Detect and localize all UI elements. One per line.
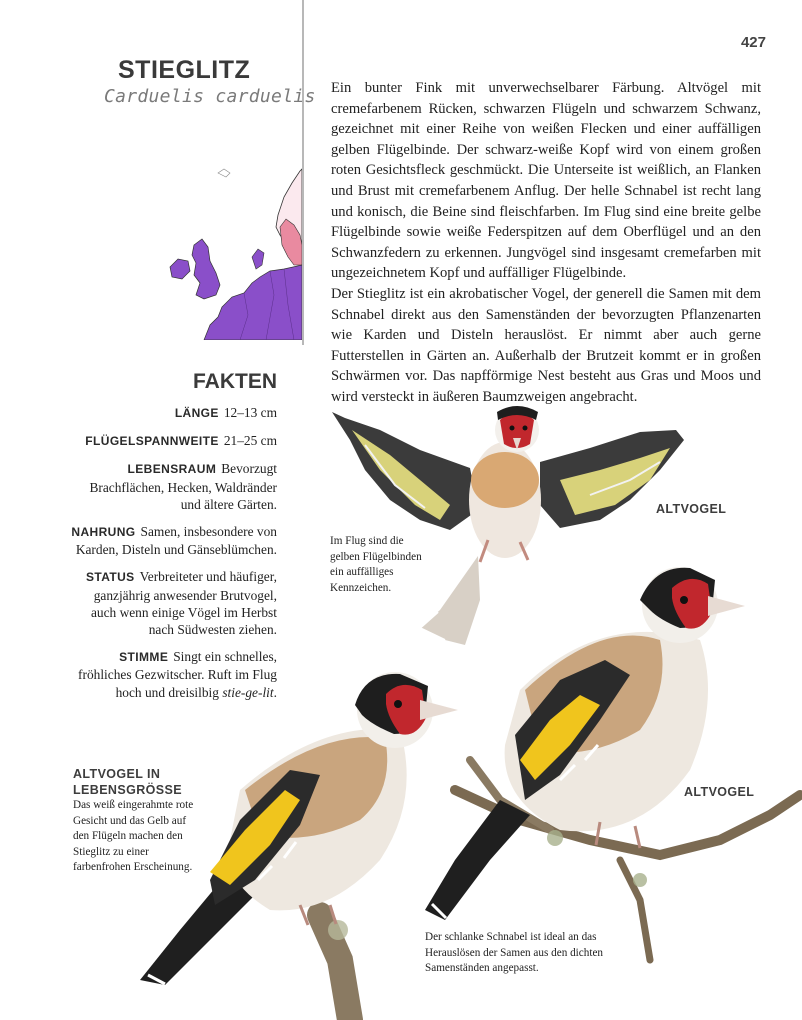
label-adult-1: ALTVOGEL: [656, 502, 727, 516]
caption-beak: Der schlanke Schnabel ist ideal an das Herauslösen der Samen aus den dichten Samenständen angepasst.: [425, 931, 604, 975]
caption-life-size: Das weiß eingerahmte rote Gesicht und das Gelb auf den Flügeln machen den Stieglitz zu einer farbenfrohen Erscheinung.: [73, 799, 194, 874]
fact-value: Samen, insbesondere von Karden, Disteln und Gänseblümchen.: [75, 524, 277, 558]
description-paragraph-1: Ein bunter Fink mit unverwechselbarer Färbung. Altvögel mit cremefarbenem Rücken, schwarzen Flügeln und schwarzem Schwanz, gezeichnet mit einer Reihe von weißen Flecken und einer auffälligen gelben Flügelbinde. Der schwarz-weiße Kopf wird von einem großen roten Gesichtsfleck geschmückt. Die Unterseite ist weißlich, an Flanken und Brust mit cremefarbenem Anflug. Der helle Schnabel ist recht lang und konisch, die Beine sind fleischfarben. Im Flug sind eine breite gelbe Flügelbinde sowie weiße Federspitzen auf dem Oberflügel und an den Schwanzfedern zu erkennen. Jungvögel sind insgesamt cremefarben mit ungezeichnetem Kopf und auffälliger Flügelbinde.: [331, 80, 761, 282]
fact-value-end: .: [273, 684, 277, 700]
fact-label: NAHRUNG: [71, 525, 136, 540]
fact-value: 12–13 cm: [223, 405, 277, 420]
fact-value: Singt ein schnelles, fröhliches Gezwitscher. Ruft im Flug hoch und dreisilbig: [78, 649, 277, 700]
fact-value: 21–25 cm: [223, 433, 277, 449]
fact-label: STIMME: [119, 650, 169, 665]
goldfinch-perched-right: [425, 567, 800, 960]
species-latin-name: Carduelis carduelis: [104, 86, 316, 107]
species-title: STIEGLITZ: [118, 56, 251, 84]
label-life-size: ALTVOGEL IN LEBENSGRÖSSE: [73, 767, 182, 797]
caption-flight: Im Flug sind die gelben Flügelbinden ein auffälliges Kennzeichen.: [330, 535, 422, 594]
label-adult-2: ALTVOGEL: [684, 785, 755, 799]
fact-value: Bevorzugt Brachflächen, Hecken, Waldränder und ältere Gärten.: [89, 461, 277, 512]
description-paragraph-2: Der Stieglitz ist ein akrobatischer Vogel, der generell die Samen mit dem Schnabel direkt aus den Samenständen der bevorzugten Pflanzenarten wie Karden und Disteln herauslöst. Er nimmt aber auch gerne Futterstellen in Gärten an. Außerhalb der Brutzeit kommt er in großen Schwärmen vor. Das napfförmige Nest besteht aus Gras und Moos und wird versteckt in äußeren Baumzweigen angebracht.: [331, 285, 761, 405]
fact-label: LÄNGE: [174, 406, 219, 420]
facts-heading: FAKTEN: [193, 370, 277, 393]
fact-label: LEBENSRAUM: [127, 462, 217, 477]
goldfinch-flying: [332, 406, 684, 645]
page-number: 427: [740, 34, 766, 51]
fact-value: Verbreiteter und häufiger, ganzjährig anwesender Brutvogel, auch wenn einige Vögel im Herbst nach Südwesten ziehen.: [90, 569, 277, 638]
fact-value-italic: stie-ge-lit: [222, 684, 274, 700]
fact-label: FLÜGELSPANNWEITE: [85, 434, 219, 449]
fact-label: STATUS: [85, 570, 135, 585]
